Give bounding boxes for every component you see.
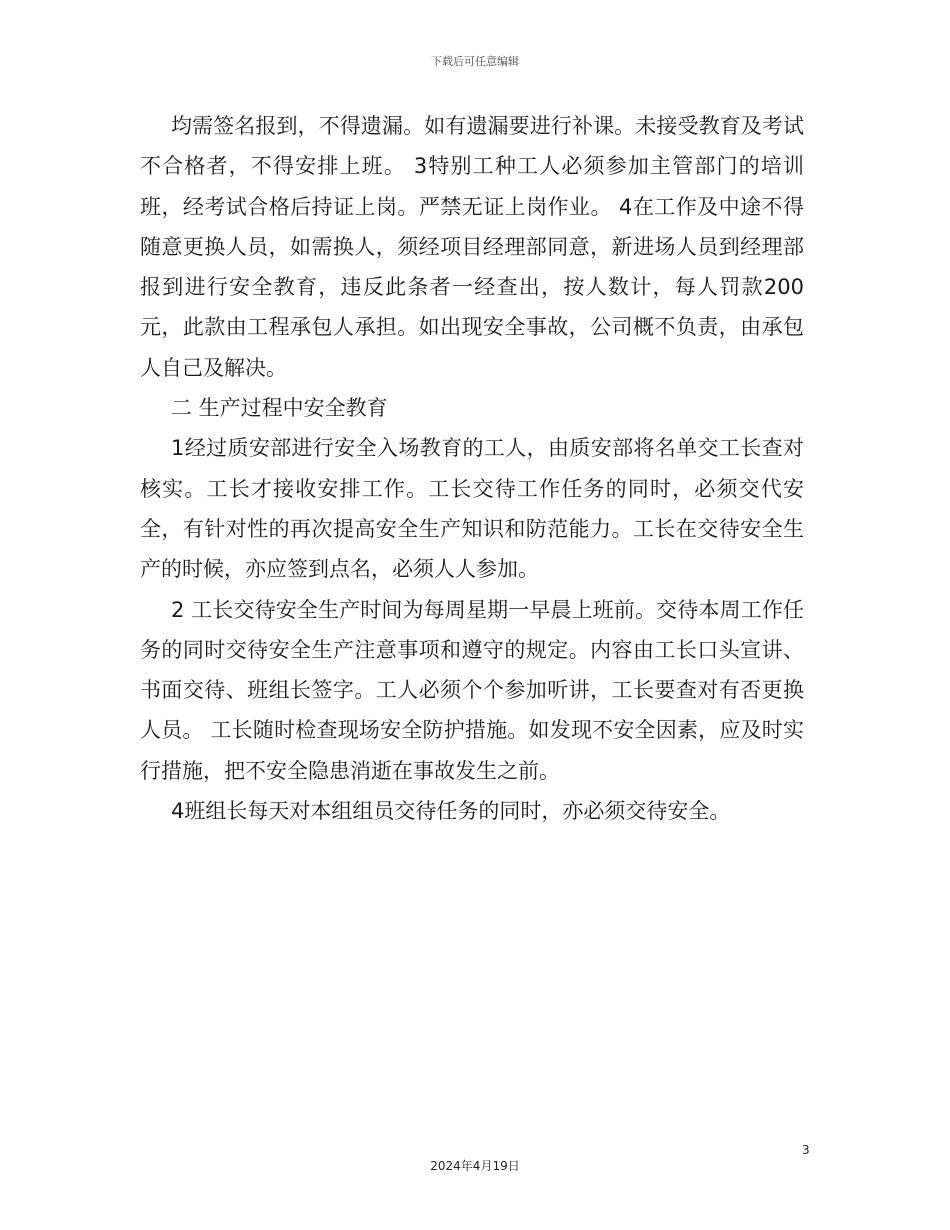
page-header: 下载后可任意编辑	[431, 55, 519, 68]
paragraph-3: 2 工长交待安全生产时间为每周星期一早晨上班前。交待本周工作任务的同时交待安全生产注意事项和遵守的规定。内容由工长口头宣讲、书面交待、班组长签字。工人必须个个参加听讲，工长要查对有否更换人员。 工长随时检查现场安全防护措施。如发现不安全因素，应及时实行措施，把不安全隐患消逝在事故发生之前。	[140, 597, 804, 783]
paragraph-4: 4班组长每天对本组组员交待任务的同时，亦必须交待安全。	[171, 799, 731, 824]
section-heading: 二 生产过程中安全教育	[171, 396, 388, 421]
paragraph-1: 均需签名报到，不得遗漏。如有遗漏要进行补课。未接受教育及考试不合格者，不得安排上班。 3特别工种工人必须参加主管部门的培训班，经考试合格后持证上岗。严禁无证上岗作业。 4在工作及中途不得随意更换人员，如需换人，须经项目经理部同意，新进场人员到经理部报到进行安全教育，违反此条者一经查出，按人数计，每人罚款200元，此款由工程承包人承担。如出现安全事故，公司概不负责，由承包人自己及解决。	[140, 114, 804, 380]
footer-date: 2024年4月19日	[430, 1159, 520, 1173]
paragraph-2: 1经过质安部进行安全入场教育的工人，由质安部将名单交工长查对核实。工长才接收安排工作。工长交待工作任务的同时，必须交代安全，有针对性的再次提高安全生产知识和防范能力。工长在交待安全生产的时候，亦应签到点名，必须人人参加。	[140, 436, 804, 582]
page-number: 3	[802, 1143, 810, 1157]
document-body	[140, 106, 804, 831]
